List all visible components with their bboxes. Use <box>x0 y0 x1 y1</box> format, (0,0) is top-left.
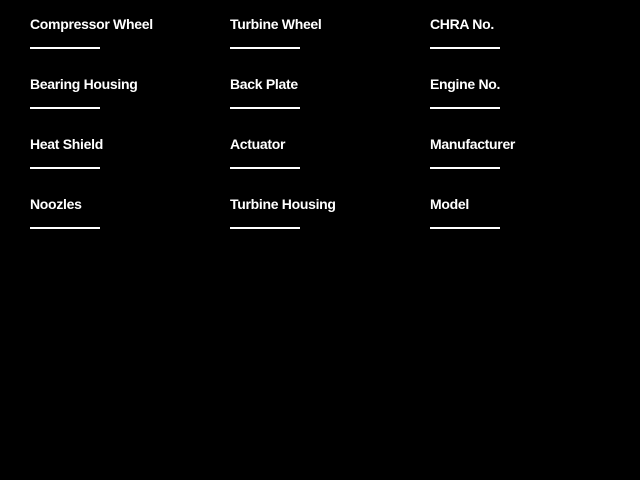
field-label-chra-no: CHRA No. <box>430 16 494 32</box>
field-input-heat-shield[interactable] <box>30 167 100 169</box>
field-input-model[interactable] <box>430 227 500 229</box>
field-noozles <box>30 197 230 257</box>
field-label-actuator: Actuator <box>230 136 286 152</box>
field-bearing-housing <box>30 77 230 137</box>
field-input-turbine-wheel[interactable] <box>230 47 300 49</box>
field-label-heat-shield: Heat Shield <box>30 136 103 152</box>
field-label-turbine-wheel: Turbine Wheel <box>230 16 322 32</box>
parts-info-form <box>30 17 630 257</box>
field-label-turbine-housing: Turbine Housing <box>230 196 336 212</box>
field-engine-no <box>430 77 630 137</box>
field-input-turbine-housing[interactable] <box>230 227 300 229</box>
field-heat-shield <box>30 137 230 197</box>
field-label-engine-no: Engine No. <box>430 76 501 92</box>
field-back-plate <box>230 77 430 137</box>
field-input-bearing-housing[interactable] <box>30 107 100 109</box>
field-label-model: Model <box>430 196 469 212</box>
field-label-bearing-housing: Bearing Housing <box>30 76 138 92</box>
field-input-back-plate[interactable] <box>230 107 300 109</box>
field-label-back-plate: Back Plate <box>230 76 298 92</box>
field-chra-no <box>430 17 630 77</box>
field-compressor-wheel <box>30 17 230 77</box>
field-actuator <box>230 137 430 197</box>
field-input-engine-no[interactable] <box>430 107 500 109</box>
field-turbine-wheel <box>230 17 430 77</box>
field-input-compressor-wheel[interactable] <box>30 47 100 49</box>
field-input-actuator[interactable] <box>230 167 300 169</box>
field-label-compressor-wheel: Compressor Wheel <box>30 16 153 32</box>
field-model <box>430 197 630 257</box>
field-input-chra-no[interactable] <box>430 47 500 49</box>
field-label-manufacturer: Manufacturer <box>430 136 516 152</box>
field-turbine-housing <box>230 197 430 257</box>
field-manufacturer <box>430 137 630 197</box>
field-label-noozles: Noozles <box>30 196 82 212</box>
field-input-noozles[interactable] <box>30 227 100 229</box>
field-input-manufacturer[interactable] <box>430 167 500 169</box>
